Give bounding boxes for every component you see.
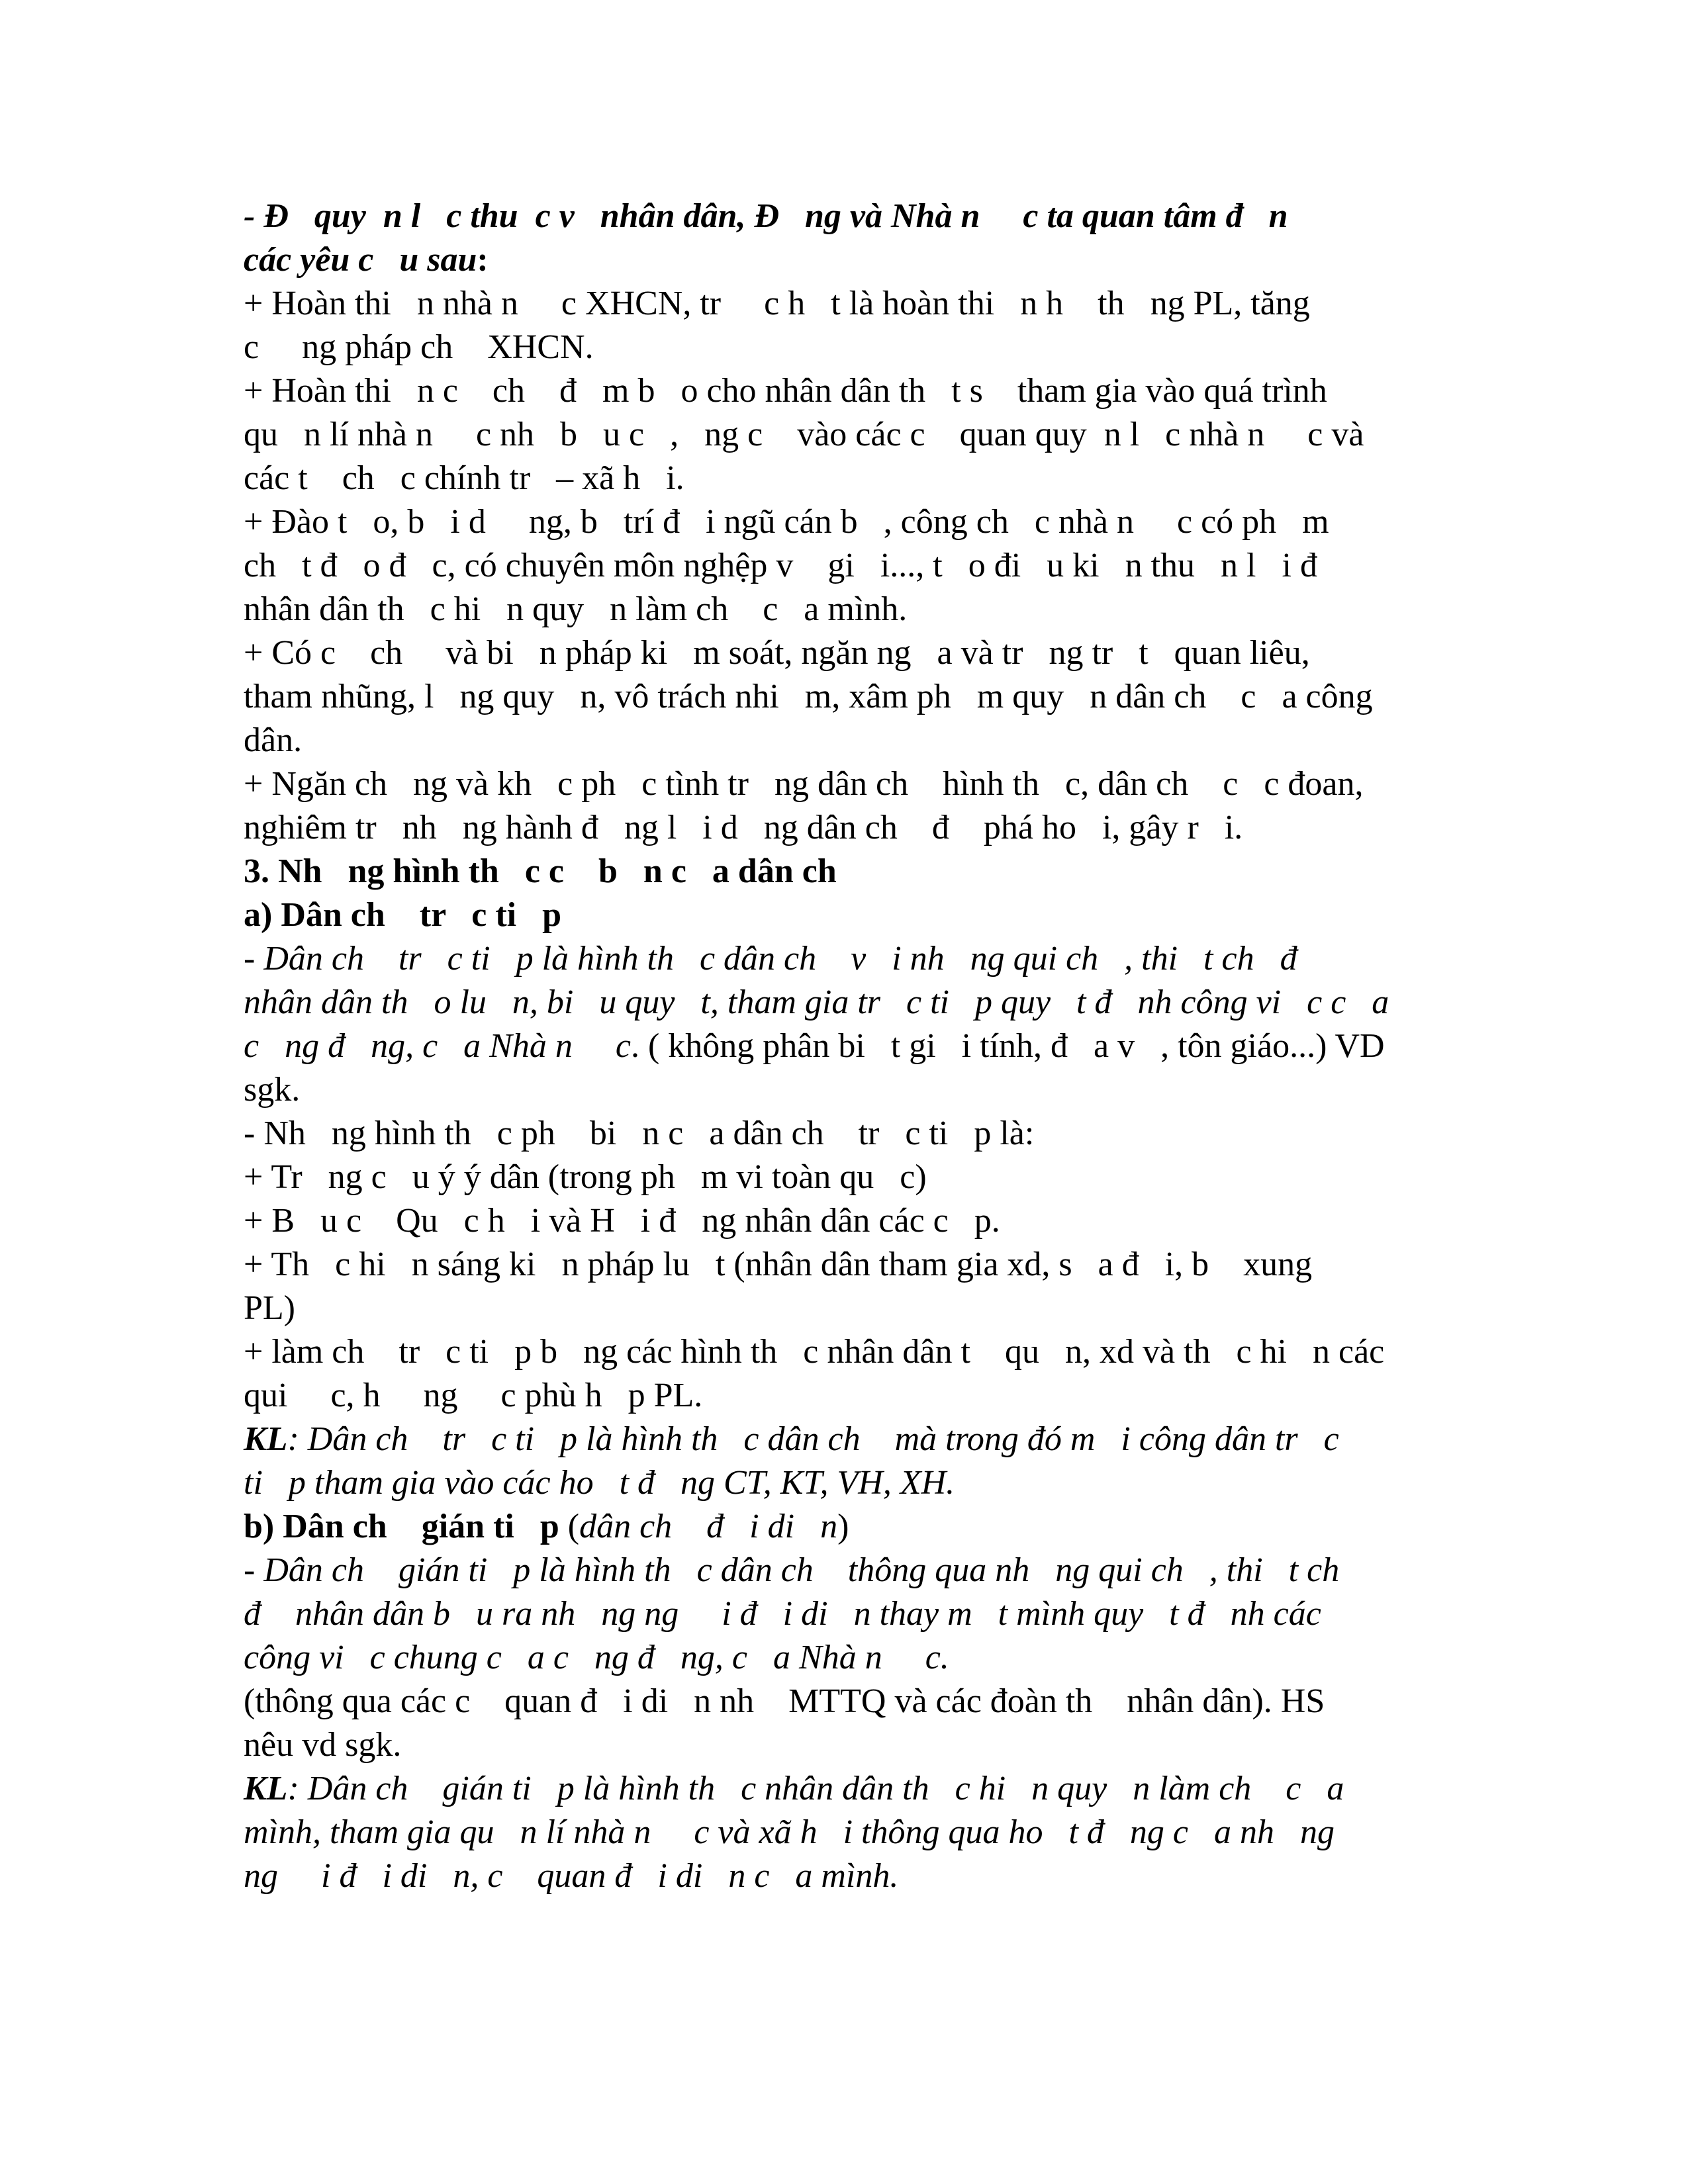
text-run: các t ch c chính tr – xã h i. <box>244 459 684 497</box>
text-line <box>244 981 1448 1024</box>
text-run: - Đ quy n l c thu c v nhân dân, Đ ng và Nhà n c ta quan tâm đ n <box>244 197 1288 235</box>
text-run: + Đào t o, b i d ng, b trí đ i ngũ cán b , công ch c nhà n c có ph m <box>244 503 1329 541</box>
text-run: qu n lí nhà n c nh b u c , ng c vào các c quan quy n l c nhà n c và <box>244 416 1364 453</box>
document-page <box>244 195 1448 1898</box>
text-run: ( <box>559 1508 580 1545</box>
text-run: ti p tham gia vào các ho t đ ng CT, KT, VH, XH. <box>244 1464 955 1502</box>
text-run: c ng pháp ch XHCN. <box>244 328 594 366</box>
text-line <box>244 1374 1448 1418</box>
text-line <box>244 238 1448 282</box>
text-run: : <box>477 241 489 279</box>
text-line <box>244 1767 1448 1811</box>
text-line <box>244 195 1448 238</box>
text-line <box>244 369 1448 413</box>
text-run: đ nhân dân b u ra nh ng ng i đ i di n thay m t mình quy t đ nh các <box>244 1595 1321 1633</box>
text-run: KL <box>244 1420 288 1458</box>
text-line <box>244 1330 1448 1374</box>
text-line <box>244 588 1448 631</box>
text-line <box>244 1156 1448 1199</box>
text-run: . ( không phân bi t gi i tính, đ a v , tôn giáo...) VD <box>630 1027 1385 1065</box>
text-run: nêu vd sgk. <box>244 1726 402 1764</box>
text-line <box>244 1505 1448 1549</box>
text-run: a) Dân ch tr c ti p <box>244 896 562 934</box>
text-run: nghiêm tr nh ng hành đ ng l i d ng dân ch đ phá ho i, gây r i. <box>244 809 1243 846</box>
text-run: + Có c ch và bi n pháp ki m soát, ngăn ng a và tr ng tr t quan liêu, <box>244 634 1310 672</box>
text-line <box>244 1199 1448 1243</box>
text-line <box>244 762 1448 806</box>
text-line <box>244 1680 1448 1723</box>
text-run: + Th c hi n sáng ki n pháp lu t (nhân dân tham gia xd, s a đ i, b xung <box>244 1246 1313 1283</box>
text-run: ) <box>837 1508 849 1545</box>
text-line <box>244 413 1448 457</box>
text-line <box>244 675 1448 719</box>
text-run: dân. <box>244 721 303 759</box>
text-run: + B u c Qu c h i và H i đ ng nhân dân các c p. <box>244 1202 1000 1240</box>
text-run: mình, tham gia qu n lí nhà n c và xã h i thông qua ho t đ ng c a nh ng <box>244 1813 1335 1851</box>
text-run: ng i đ i di n, c quan đ i di n c a mình. <box>244 1857 899 1895</box>
text-line <box>244 1287 1448 1330</box>
text-run: : Dân ch gián ti p là hình th c nhân dân th c hi n quy n làm ch c a <box>287 1770 1344 1807</box>
text-run: (thông qua các c quan đ i di n nh MTTQ và các đoàn th nhân dân). HS <box>244 1682 1325 1720</box>
text-run: + Hoàn thi n nhà n c XHCN, tr c h t là hoàn thi n h th ng PL, tăng <box>244 285 1310 322</box>
text-line <box>244 806 1448 850</box>
text-line <box>244 1854 1448 1898</box>
text-line <box>244 1068 1448 1112</box>
text-run: + Tr ng c u ý ý dân (trong ph m vi toàn qu c) <box>244 1158 927 1196</box>
text-line <box>244 1461 1448 1505</box>
text-run: KL <box>244 1770 288 1807</box>
text-run: công vi c chung c a c ng đ ng, c a Nhà n c. <box>244 1639 949 1676</box>
text-line <box>244 1243 1448 1287</box>
text-run: dân ch đ i di n <box>579 1508 838 1545</box>
text-run: sgk. <box>244 1071 301 1109</box>
text-line <box>244 893 1448 937</box>
text-line <box>244 326 1448 369</box>
text-line <box>244 457 1448 500</box>
text-line <box>244 500 1448 544</box>
text-run: nhân dân th o lu n, bi u quy t, tham gia tr c ti p quy t đ nh công vi c c a <box>244 983 1389 1021</box>
text-line <box>244 850 1448 893</box>
text-line <box>244 544 1448 588</box>
text-run: - Dân ch tr c ti p là hình th c dân ch v i nh ng qui ch , thi t ch đ <box>244 940 1297 978</box>
text-line <box>244 719 1448 762</box>
text-line <box>244 1811 1448 1854</box>
text-run: nhân dân th c hi n quy n làm ch c a mình. <box>244 590 908 628</box>
text-line <box>244 1024 1448 1068</box>
text-run: PL) <box>244 1289 295 1327</box>
text-run: - Dân ch gián ti p là hình th c dân ch thông qua nh ng qui ch , thi t ch <box>244 1551 1340 1589</box>
text-line <box>244 282 1448 326</box>
text-line <box>244 1418 1448 1461</box>
text-line <box>244 1112 1448 1156</box>
text-line <box>244 1549 1448 1592</box>
text-run: : Dân ch tr c ti p là hình th c dân ch mà trong đó m i công dân tr c <box>287 1420 1339 1458</box>
text-run: các yêu c u sau <box>244 241 477 279</box>
text-run: b) Dân ch gián ti p <box>244 1508 559 1545</box>
text-run: + làm ch tr c ti p b ng các hình th c nhân dân t qu n, xd và th c hi n các <box>244 1333 1385 1371</box>
text-line <box>244 1723 1448 1767</box>
text-run: + Hoàn thi n c ch đ m b o cho nhân dân th t s tham gia vào quá trình <box>244 372 1327 410</box>
text-line <box>244 631 1448 675</box>
text-run: qui c, h ng c phù h p PL. <box>244 1377 703 1414</box>
text-line <box>244 937 1448 981</box>
text-run: tham nhũng, l ng quy n, vô trách nhi m, xâm ph m quy n dân ch c a công <box>244 678 1373 715</box>
text-run: c ng đ ng, c a Nhà n c <box>244 1027 631 1065</box>
text-line <box>244 1636 1448 1680</box>
text-run: + Ngăn ch ng và kh c ph c tình tr ng dân ch hình th c, dân ch c c đoan, <box>244 765 1364 803</box>
text-run: 3. Nh ng hình th c c b n c a dân ch <box>244 852 837 890</box>
text-run: ch t đ o đ c, có chuyên môn nghệp v gi i..., t o đi u ki n thu n l i đ <box>244 547 1317 584</box>
text-run: - Nh ng hình th c ph bi n c a dân ch tr c ti p là: <box>244 1115 1035 1152</box>
text-line <box>244 1592 1448 1636</box>
